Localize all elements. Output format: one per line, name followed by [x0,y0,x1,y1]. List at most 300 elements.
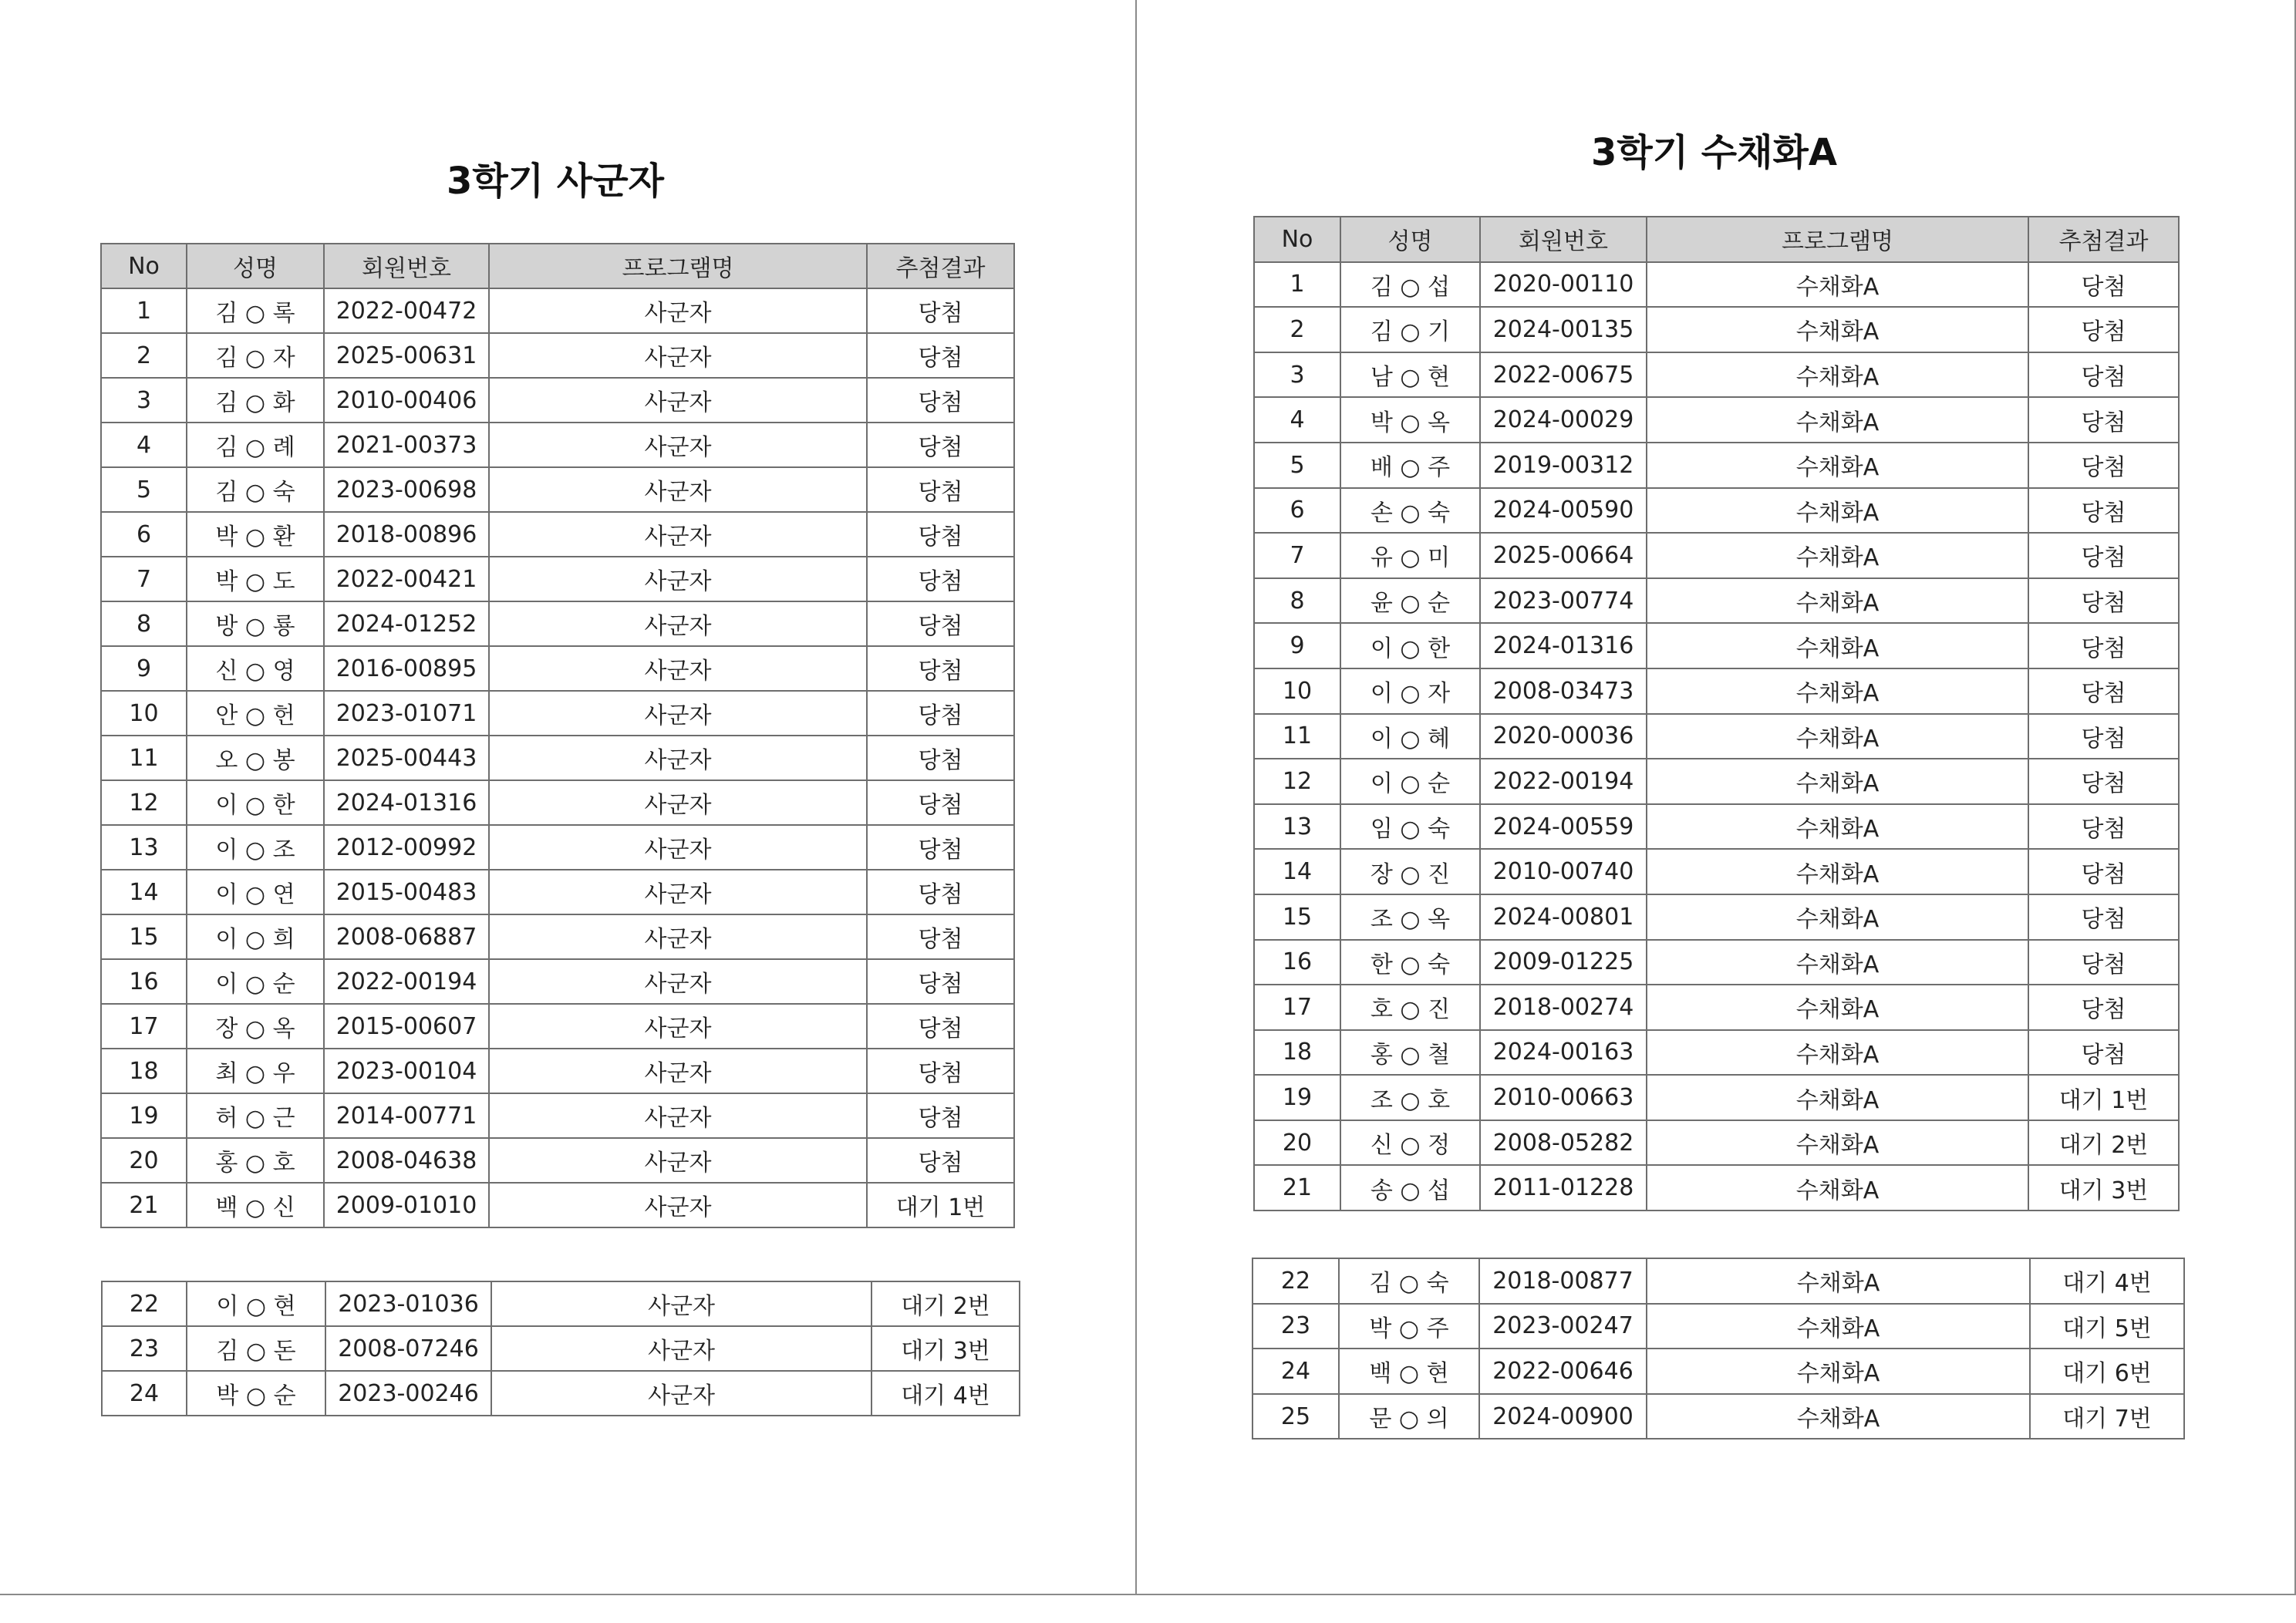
cell-program-name: 사군자 [489,825,867,870]
cell-program-name: 수채화A [1647,533,2028,578]
cell-lottery-result: 대기 7번 [2030,1394,2184,1439]
table-row [101,423,1014,467]
cell-program-name: 수채화A [1647,1349,2030,1394]
cell-lottery-result: 대기 5번 [2030,1304,2184,1349]
cell-name: 백 ○ 신 [187,1183,324,1227]
table-row [1254,804,2179,850]
table-row [1254,1075,2179,1120]
table-row [1254,262,2179,308]
cell-name: 이 ○ 혜 [1340,714,1480,759]
cell-member-number: 2010-00740 [1480,849,1647,894]
cell-program-name: 수채화A [1647,1304,2030,1349]
table-row [1254,940,2179,985]
header-no: No [101,244,187,288]
cell-lottery-result: 당첨 [867,870,1014,914]
cell-member-number: 2024-01316 [1480,623,1647,668]
cell-member-number: 2025-00664 [1480,533,1647,578]
cell-lottery-result: 당첨 [2028,578,2179,624]
cell-no: 10 [101,691,187,736]
cell-member-number: 2018-00274 [1480,985,1647,1030]
cell-name: 윤 ○ 순 [1340,578,1480,624]
table-row [101,870,1014,914]
cell-no: 9 [1254,623,1340,668]
cell-name: 조 ○ 호 [1340,1075,1480,1120]
cell-member-number: 2022-00675 [1480,352,1647,398]
cell-lottery-result: 대기 1번 [867,1183,1014,1227]
cell-no: 22 [102,1281,187,1326]
cell-member-number: 2009-01225 [1480,940,1647,985]
table-row [101,1093,1014,1138]
cell-program-name: 사군자 [489,288,867,333]
cell-name: 김 ○ 기 [1340,307,1480,352]
cell-program-name: 수채화A [1647,1394,2030,1439]
cell-lottery-result: 당첨 [867,780,1014,825]
cell-program-name: 사군자 [489,870,867,914]
cell-member-number: 2020-00110 [1480,262,1647,308]
cell-member-number: 2009-01010 [324,1183,489,1227]
cell-no: 18 [101,1049,187,1093]
table-row [101,557,1014,601]
cell-member-number: 2023-01071 [324,691,489,736]
cell-program-name: 수채화A [1647,443,2028,488]
table-row [1254,1165,2179,1211]
cell-lottery-result: 대기 3번 [2028,1165,2179,1211]
cell-no: 17 [1254,985,1340,1030]
cell-no: 24 [102,1371,187,1416]
cell-lottery-result: 대기 4번 [872,1371,1020,1416]
cell-no: 2 [101,333,187,378]
cell-lottery-result: 당첨 [2028,668,2179,714]
cell-no: 15 [101,914,187,959]
cell-member-number: 2008-06887 [324,914,489,959]
header-name: 성명 [1340,217,1480,262]
table-row [101,512,1014,557]
cell-program-name: 사군자 [489,378,867,423]
table-body [1254,262,2179,1211]
header-lottery-result: 추첨결과 [867,244,1014,288]
cell-no: 6 [1254,488,1340,534]
cell-name: 안 ○ 헌 [187,691,324,736]
cell-lottery-result: 당첨 [867,1004,1014,1049]
cell-no: 7 [1254,533,1340,578]
header-lottery-result: 추첨결과 [2028,217,2179,262]
cell-member-number: 2008-03473 [1480,668,1647,714]
cell-lottery-result: 당첨 [2028,443,2179,488]
cell-name: 박 ○ 환 [187,512,324,557]
table-header [101,244,1014,288]
cell-lottery-result: 당첨 [2028,849,2179,894]
cell-member-number: 2016-00895 [324,646,489,691]
cell-name: 오 ○ 봉 [187,736,324,780]
table-row [1254,668,2179,714]
cell-member-number: 2024-00590 [1480,488,1647,534]
cell-lottery-result: 당첨 [867,423,1014,467]
cell-lottery-result: 당첨 [867,825,1014,870]
cell-name: 이 ○ 한 [1340,623,1480,668]
cell-program-name: 수채화A [1647,1075,2028,1120]
table-row [102,1326,1020,1371]
cell-no: 13 [1254,804,1340,850]
cell-lottery-result: 당첨 [867,1138,1014,1183]
cell-no: 5 [1254,443,1340,488]
table-row [1254,488,2179,534]
cell-lottery-result: 당첨 [867,736,1014,780]
table-body [101,288,1014,1227]
cell-no: 16 [1254,940,1340,985]
table-row [1254,759,2179,804]
cell-name: 장 ○ 옥 [187,1004,324,1049]
cell-program-name: 수채화A [1647,307,2028,352]
cell-no: 19 [1254,1075,1340,1120]
cell-program-name: 사군자 [489,333,867,378]
cell-program-name: 사군자 [491,1371,872,1416]
cell-member-number: 2024-01252 [324,601,489,646]
table-body [102,1281,1020,1416]
cell-no: 21 [101,1183,187,1227]
page-title-sagunja: 3학기 사군자 [447,160,664,203]
cell-no: 4 [1254,397,1340,443]
cell-member-number: 2022-00194 [324,959,489,1004]
table-row [101,333,1014,378]
cell-program-name: 수채화A [1647,668,2028,714]
cell-lottery-result: 당첨 [867,333,1014,378]
cell-name: 이 ○ 조 [187,825,324,870]
table-row [1254,397,2179,443]
cell-program-name: 사군자 [489,1183,867,1227]
header-row [101,244,1014,288]
table-header [1254,217,2179,262]
table-row [101,780,1014,825]
cell-member-number: 2022-00194 [1480,759,1647,804]
cell-name: 김 ○ 례 [187,423,324,467]
cell-member-number: 2024-00801 [1480,894,1647,940]
cell-no: 8 [1254,578,1340,624]
cell-lottery-result: 당첨 [867,512,1014,557]
cell-no: 2 [1254,307,1340,352]
cell-no: 3 [101,378,187,423]
table-row [101,467,1014,512]
cell-lottery-result: 당첨 [867,288,1014,333]
cell-name: 이 ○ 한 [187,780,324,825]
cell-member-number: 2024-00900 [1479,1394,1647,1439]
table-row [1254,443,2179,488]
cell-program-name: 사군자 [489,1138,867,1183]
cell-no: 1 [101,288,187,333]
cell-name: 김 ○ 숙 [1339,1258,1479,1304]
cell-member-number: 2021-00373 [324,423,489,467]
table-row [101,959,1014,1004]
cell-member-number: 2008-05282 [1480,1120,1647,1166]
cell-member-number: 2010-00663 [1480,1075,1647,1120]
cell-program-name: 수채화A [1647,352,2028,398]
cell-member-number: 2024-00163 [1480,1030,1647,1076]
cell-name: 배 ○ 주 [1340,443,1480,488]
header-member-number: 회원번호 [324,244,489,288]
cell-no: 5 [101,467,187,512]
cell-name: 김 ○ 자 [187,333,324,378]
cell-no: 11 [101,736,187,780]
header-no: No [1254,217,1340,262]
cell-no: 12 [1254,759,1340,804]
table-row [102,1371,1020,1416]
table-row [1254,1030,2179,1076]
cell-no: 14 [101,870,187,914]
cell-program-name: 수채화A [1647,623,2028,668]
cell-member-number: 2024-00029 [1480,397,1647,443]
table-row [101,825,1014,870]
cell-program-name: 수채화A [1647,894,2028,940]
cell-lottery-result: 당첨 [2028,488,2179,534]
cell-name: 손 ○ 숙 [1340,488,1480,534]
cell-no: 19 [101,1093,187,1138]
cell-name: 홍 ○ 철 [1340,1030,1480,1076]
cell-lottery-result: 당첨 [867,557,1014,601]
cell-name: 이 ○ 순 [1340,759,1480,804]
cell-program-name: 사군자 [489,959,867,1004]
cell-no: 20 [101,1138,187,1183]
table-row [1254,849,2179,894]
cell-member-number: 2014-00771 [324,1093,489,1138]
table-row [101,1183,1014,1227]
table-row [1253,1304,2184,1349]
cell-program-name: 수채화A [1647,488,2028,534]
table-row [1254,714,2179,759]
cell-name: 유 ○ 미 [1340,533,1480,578]
table-row [101,1004,1014,1049]
cell-no: 21 [1254,1165,1340,1211]
cell-name: 김 ○ 돈 [187,1326,325,1371]
cell-program-name: 수채화A [1647,985,2028,1030]
cell-program-name: 수채화A [1647,262,2028,308]
cell-lottery-result: 대기 1번 [2028,1075,2179,1120]
cell-lottery-result: 당첨 [867,646,1014,691]
cell-no: 11 [1254,714,1340,759]
cell-name: 신 ○ 영 [187,646,324,691]
table-body [1253,1258,2184,1439]
cell-name: 장 ○ 진 [1340,849,1480,894]
cell-program-name: 사군자 [489,512,867,557]
table-row [101,691,1014,736]
cell-member-number: 2023-00698 [324,467,489,512]
cell-name: 백 ○ 현 [1339,1349,1479,1394]
cell-program-name: 사군자 [491,1281,872,1326]
cell-name: 이 ○ 연 [187,870,324,914]
cell-no: 23 [102,1326,187,1371]
cell-lottery-result: 당첨 [867,467,1014,512]
cell-program-name: 사군자 [491,1326,872,1371]
cell-lottery-result: 당첨 [2028,533,2179,578]
cell-program-name: 사군자 [489,557,867,601]
cell-member-number: 2022-00646 [1479,1349,1647,1394]
cell-program-name: 사군자 [489,691,867,736]
cell-lottery-result: 당첨 [867,914,1014,959]
cell-name: 문 ○ 의 [1339,1394,1479,1439]
cell-name: 방 ○ 룡 [187,601,324,646]
cell-program-name: 사군자 [489,780,867,825]
table-row [1254,1120,2179,1166]
cell-no: 16 [101,959,187,1004]
table-row [101,1138,1014,1183]
cell-name: 김 ○ 화 [187,378,324,423]
table-row [1254,533,2179,578]
cell-name: 송 ○ 섭 [1340,1165,1480,1211]
cell-program-name: 사군자 [489,1049,867,1093]
cell-name: 박 ○ 옥 [1340,397,1480,443]
cell-no: 23 [1253,1304,1339,1349]
cell-lottery-result: 대기 6번 [2030,1349,2184,1394]
cell-lottery-result: 당첨 [2028,714,2179,759]
cell-no: 17 [101,1004,187,1049]
cell-lottery-result: 당첨 [2028,1030,2179,1076]
cell-program-name: 수채화A [1647,759,2028,804]
cell-name: 신 ○ 정 [1340,1120,1480,1166]
table-row [101,378,1014,423]
header-row [1254,217,2179,262]
table-row [1254,623,2179,668]
cell-member-number: 2023-01036 [325,1281,491,1326]
cell-no: 10 [1254,668,1340,714]
lottery-table-sagunja-continued [101,1281,1020,1416]
cell-member-number: 2022-00472 [324,288,489,333]
cell-name: 이 ○ 희 [187,914,324,959]
cell-program-name: 수채화A [1647,1258,2030,1304]
cell-lottery-result: 당첨 [2028,759,2179,804]
cell-name: 이 ○ 현 [187,1281,325,1326]
cell-program-name: 사군자 [489,1004,867,1049]
cell-member-number: 2019-00312 [1480,443,1647,488]
cell-member-number: 2012-00992 [324,825,489,870]
cell-name: 조 ○ 옥 [1340,894,1480,940]
cell-member-number: 2008-07246 [325,1326,491,1371]
cell-no: 12 [101,780,187,825]
cell-program-name: 수채화A [1647,578,2028,624]
cell-member-number: 2008-04638 [324,1138,489,1183]
lottery-table-watercolor-a-continued [1252,1258,2185,1439]
cell-lottery-result: 당첨 [2028,985,2179,1030]
table-row [101,1049,1014,1093]
cell-member-number: 2024-00559 [1480,804,1647,850]
cell-name: 김 ○ 섭 [1340,262,1480,308]
cell-name: 한 ○ 숙 [1340,940,1480,985]
cell-no: 13 [101,825,187,870]
cell-program-name: 수채화A [1647,804,2028,850]
cell-name: 호 ○ 진 [1340,985,1480,1030]
cell-name: 김 ○ 숙 [187,467,324,512]
lottery-table-watercolor-a [1253,216,2180,1211]
table-row [1254,307,2179,352]
table-row [1254,578,2179,624]
page-title-watercolor-a: 3학기 수채화A [1590,131,1838,174]
table-row [1253,1394,2184,1439]
header-program-name: 프로그램명 [489,244,867,288]
table-row [102,1281,1020,1326]
cell-name: 남 ○ 현 [1340,352,1480,398]
cell-name: 박 ○ 도 [187,557,324,601]
cell-lottery-result: 대기 2번 [2028,1120,2179,1166]
cell-lottery-result: 당첨 [867,1049,1014,1093]
cell-member-number: 2023-00247 [1479,1304,1647,1349]
cell-program-name: 수채화A [1647,1120,2028,1166]
cell-member-number: 2020-00036 [1480,714,1647,759]
cell-lottery-result: 당첨 [867,691,1014,736]
cell-program-name: 사군자 [489,423,867,467]
cell-program-name: 수채화A [1647,397,2028,443]
cell-lottery-result: 당첨 [2028,307,2179,352]
cell-member-number: 2015-00607 [324,1004,489,1049]
cell-member-number: 2018-00896 [324,512,489,557]
cell-lottery-result: 당첨 [2028,352,2179,398]
cell-member-number: 2023-00774 [1480,578,1647,624]
cell-program-name: 수채화A [1647,940,2028,985]
cell-no: 22 [1253,1258,1339,1304]
cell-name: 이 ○ 순 [187,959,324,1004]
cell-lottery-result: 당첨 [867,959,1014,1004]
cell-name: 최 ○ 우 [187,1049,324,1093]
cell-lottery-result: 당첨 [2028,804,2179,850]
cell-no: 20 [1254,1120,1340,1166]
table-row [1254,894,2179,940]
table-row [101,601,1014,646]
cell-no: 25 [1253,1394,1339,1439]
table-row [1253,1258,2184,1304]
cell-no: 14 [1254,849,1340,894]
cell-lottery-result: 당첨 [867,601,1014,646]
cell-member-number: 2024-00135 [1480,307,1647,352]
table-row [1253,1349,2184,1394]
cell-name: 홍 ○ 호 [187,1138,324,1183]
cell-name: 임 ○ 숙 [1340,804,1480,850]
header-program-name: 프로그램명 [1647,217,2028,262]
cell-member-number: 2023-00246 [325,1371,491,1416]
table-row [101,288,1014,333]
header-name: 성명 [187,244,324,288]
cell-no: 6 [101,512,187,557]
cell-no: 9 [101,646,187,691]
cell-member-number: 2022-00421 [324,557,489,601]
cell-no: 4 [101,423,187,467]
cell-member-number: 2018-00877 [1479,1258,1647,1304]
cell-program-name: 수채화A [1647,714,2028,759]
cell-no: 24 [1253,1349,1339,1394]
cell-lottery-result: 당첨 [2028,940,2179,985]
cell-lottery-result: 당첨 [2028,397,2179,443]
cell-lottery-result: 당첨 [2028,262,2179,308]
cell-no: 3 [1254,352,1340,398]
cell-name: 박 ○ 순 [187,1371,325,1416]
cell-program-name: 사군자 [489,1093,867,1138]
cell-program-name: 사군자 [489,914,867,959]
cell-member-number: 2011-01228 [1480,1165,1647,1211]
table-row [1254,985,2179,1030]
table-row [101,736,1014,780]
cell-program-name: 수채화A [1647,849,2028,894]
cell-lottery-result: 대기 2번 [872,1281,1020,1326]
cell-program-name: 사군자 [489,467,867,512]
table-row [101,646,1014,691]
cell-member-number: 2015-00483 [324,870,489,914]
cell-member-number: 2025-00443 [324,736,489,780]
cell-name: 김 ○ 록 [187,288,324,333]
cell-lottery-result: 당첨 [867,378,1014,423]
header-member-number: 회원번호 [1480,217,1647,262]
cell-program-name: 수채화A [1647,1165,2028,1211]
cell-name: 허 ○ 근 [187,1093,324,1138]
cell-no: 18 [1254,1030,1340,1076]
page-bottom-edge [0,1594,2296,1595]
cell-lottery-result: 대기 4번 [2030,1258,2184,1304]
cell-no: 8 [101,601,187,646]
cell-lottery-result: 당첨 [867,1093,1014,1138]
